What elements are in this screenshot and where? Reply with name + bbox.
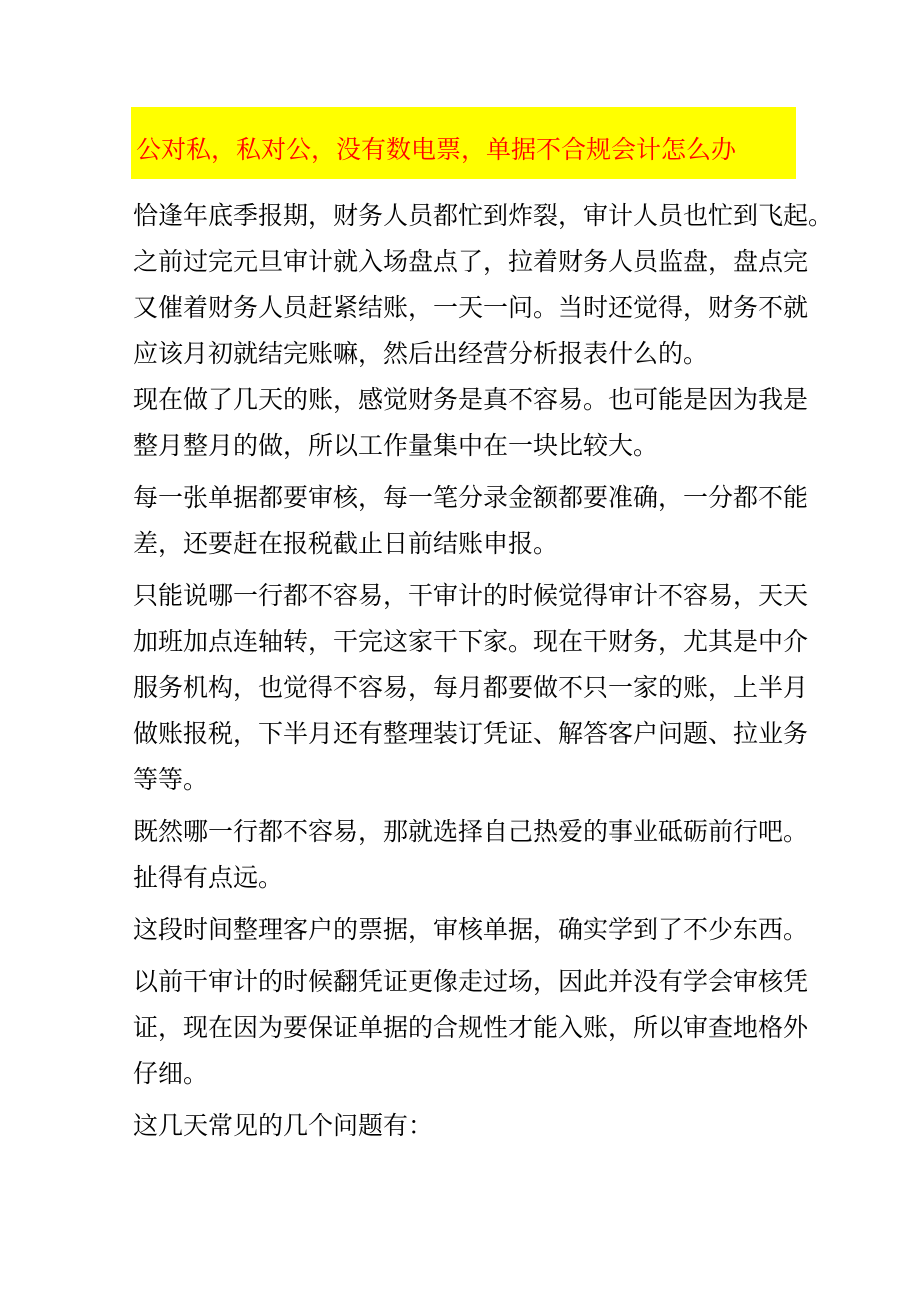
paragraph — [133, 573, 809, 803]
text-line: 恰逢年底季报期，财务人员都忙到炸裂，审计人员也忙到飞起。 — [133, 201, 834, 230]
document-body — [133, 193, 834, 1149]
document-title: 公对私，私对公，没有数电票，单据不合规会计怎么办 — [136, 135, 737, 164]
paragraph — [133, 907, 809, 953]
text-line: 扯得有点远。 — [133, 863, 284, 892]
text-line: 每一张单据都要审核，每一笔分录金额都要准确，一分都不能 — [133, 483, 809, 512]
text-line: 服务机构，也觉得不容易，每月都要做不只一家的账，上半月 — [133, 673, 809, 702]
text-line: 现在做了几天的账，感觉财务是真不容易。也可能是因为我是 — [133, 385, 809, 414]
paragraph — [133, 809, 809, 901]
text-line: 又催着财务人员赶紧结账，一天一问。当时还觉得，财务不就 — [133, 293, 809, 322]
paragraph — [133, 193, 834, 377]
text-line: 整月整月的做，所以工作量集中在一块比较大。 — [133, 431, 659, 460]
paragraph — [133, 959, 809, 1097]
text-line: 加班加点连轴转，干完这家干下家。现在干财务，尤其是中介 — [133, 627, 809, 656]
paragraph — [133, 377, 809, 469]
paragraph — [133, 475, 809, 567]
text-line: 之前过完元旦审计就入场盘点了，拉着财务人员监盘，盘点完 — [133, 247, 809, 276]
text-line: 证，现在因为要保证单据的合规性才能入账，所以审查地格外 — [133, 1013, 809, 1042]
text-line: 差，还要赶在报税截止日前结账申报。 — [133, 529, 559, 558]
text-line: 只能说哪一行都不容易，干审计的时候觉得审计不容易，天天 — [133, 581, 809, 610]
text-line: 以前干审计的时候翻凭证更像走过场，因此并没有学会审核凭 — [133, 967, 809, 996]
text-line: 做账报税，下半月还有整理装订凭证、解答客户问题、拉业务 — [133, 719, 809, 748]
text-line: 这段时间整理客户的票据，审核单据，确实学到了不少东西。 — [133, 915, 809, 944]
paragraph — [133, 1103, 803, 1149]
text-line: 应该月初就结完账嘛，然后出经营分析报表什么的。 — [133, 339, 709, 368]
text-line: 等等。 — [133, 765, 209, 794]
text-line: 仔细。 — [133, 1059, 209, 1088]
text-line: 这几天常见的几个问题有： — [133, 1111, 434, 1140]
text-line: 既然哪一行都不容易，那就选择自己热爱的事业砥砺前行吧。 — [133, 817, 809, 846]
